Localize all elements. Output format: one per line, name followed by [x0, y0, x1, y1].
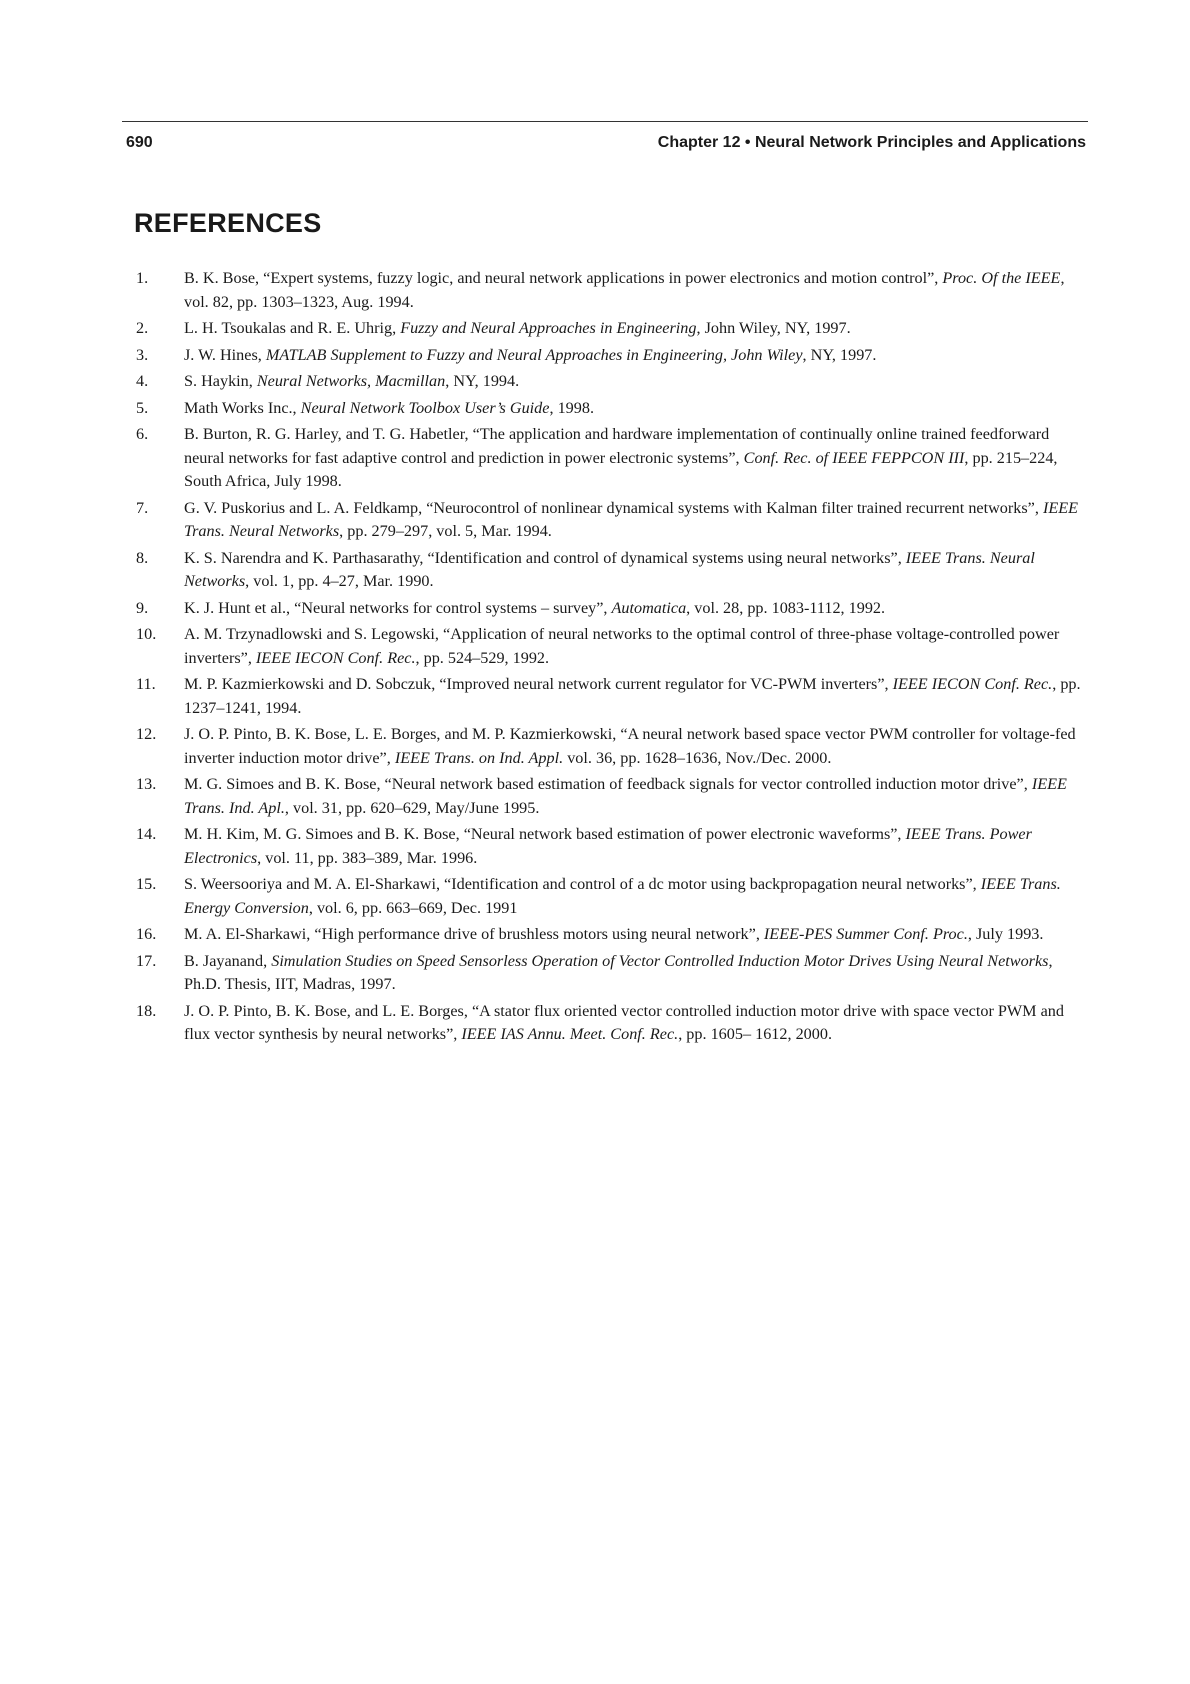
reference-text-segment: S. Weersooriya and M. A. El-Sharkawi, “Identification and control of a dc motor using backpropagation neural networks”, — [184, 875, 981, 893]
reference-item — [136, 950, 1090, 997]
reference-source-title: IEEE-PES Summer Conf. Proc. — [763, 925, 968, 943]
reference-item — [136, 673, 1090, 720]
reference-text-segment: B. K. Bose, “Expert systems, fuzzy logic, and neural network applications in power electronics and motion control”, — [184, 269, 943, 287]
reference-text — [184, 397, 1090, 421]
reference-text-segment: M. G. Simoes and B. K. Bose, “Neural network based estimation of feedback signals for vector controlled induction motor drive”, — [184, 775, 1032, 793]
reference-number: 2. — [136, 319, 149, 337]
reference-text-segment: S. Haykin, — [184, 372, 257, 390]
reference-text-segment: , pp. 1605– 1612, 2000. — [678, 1025, 832, 1043]
reference-text-segment: G. V. Puskorius and L. A. Feldkamp, “Neurocontrol of nonlinear dynamical systems with Kalman filter trained recurrent networks”, — [184, 498, 1043, 517]
reference-number: 17. — [136, 951, 157, 970]
reference-text-segment: , Ph.D. Thesis, IIT, Madras, 1997. — [184, 951, 1053, 993]
reference-text-segment: , pp. 279–297, vol. 5, Mar. 1994. — [339, 522, 552, 540]
reference-source-title: Neural Network Toolbox User’s Guide — [300, 398, 550, 417]
reference-text-segment: , vol. 1, pp. 4–27, Mar. 1990. — [245, 572, 434, 590]
reference-number: 11. — [136, 675, 156, 693]
reference-item — [136, 597, 1090, 621]
reference-number: 6. — [136, 425, 149, 443]
reference-list — [136, 267, 1090, 1050]
reference-source-title: Fuzzy and Neural Approaches in Engineering — [400, 319, 697, 337]
reference-number: 12. — [136, 725, 157, 743]
reference-number: 1. — [136, 269, 149, 287]
reference-number: 5. — [136, 398, 149, 417]
reference-number: 7. — [136, 498, 149, 517]
reference-source-title: IEEE Trans. Power Electronics — [184, 825, 1032, 867]
reference-item — [136, 1000, 1090, 1047]
reference-item — [136, 923, 1090, 947]
reference-item — [136, 423, 1090, 494]
reference-text-segment: Math Works Inc., — [184, 398, 301, 417]
page-number: 690 — [126, 134, 153, 151]
header-rule — [122, 121, 1088, 122]
reference-text — [184, 950, 1090, 997]
reference-item — [136, 547, 1090, 594]
reference-text — [184, 317, 1090, 341]
reference-text-segment: , vol. 82, pp. 1303–1323, Aug. 1994. — [184, 269, 1065, 311]
reference-number: 16. — [136, 925, 157, 943]
reference-source-title: IEEE IAS Annu. Meet. Conf. Rec. — [461, 1025, 679, 1043]
reference-number: 18. — [136, 1001, 157, 1020]
reference-source-title: IEEE Trans. Ind. Apl. — [184, 775, 1067, 817]
reference-text-segment: B. Burton, R. G. Harley, and T. G. Habetler, “The application and hardware implementation of continually online trained feedforward neural networks for fast adaptive control and prediction in power electronic systems”, — [184, 425, 1050, 467]
reference-text — [184, 823, 1090, 870]
reference-text-segment: K. J. Hunt et al., “Neural networks for control systems – survey”, — [184, 598, 612, 617]
reference-text-segment: M. P. Kazmierkowski and D. Sobczuk, “Improved neural network current regulator for VC-PWM inverters”, — [184, 675, 893, 693]
reference-text — [184, 423, 1090, 494]
reference-number: 14. — [136, 825, 157, 843]
reference-text — [184, 873, 1090, 920]
reference-number: 3. — [136, 345, 149, 364]
reference-text-segment: , 1998. — [549, 398, 594, 417]
reference-item — [136, 623, 1090, 670]
reference-text-segment: , NY, 1997. — [802, 345, 877, 364]
reference-number: 4. — [136, 372, 149, 390]
reference-text-segment: , vol. 11, pp. 383–389, Mar. 1996. — [257, 848, 478, 867]
reference-item — [136, 497, 1090, 544]
reference-item — [136, 344, 1090, 368]
reference-item — [136, 267, 1090, 314]
reference-number: 9. — [136, 598, 149, 617]
reference-text-segment: J. O. P. Pinto, B. K. Bose, and L. E. Borges, “A stator flux oriented vector controlled induction motor drive with space vector PWM and flux vector synthesis by neural networks”, — [184, 1001, 1064, 1043]
reference-text-segment: J. O. P. Pinto, B. K. Bose, L. E. Borges, and M. P. Kazmierkowski, “A neural network based space vector PWM controller for voltage-fed inverter induction motor drive”, — [184, 725, 1076, 767]
reference-item — [136, 723, 1090, 770]
reference-source-title: IEEE IECON Conf. Rec. — [255, 648, 416, 667]
reference-number: 13. — [136, 775, 157, 793]
reference-text-segment: M. A. El-Sharkawi, “High performance drive of brushless motors using neural network”, — [184, 925, 764, 943]
reference-source-title: MATLAB Supplement to Fuzzy and Neural Approaches in Engineering, John Wiley — [265, 345, 803, 364]
reference-source-title: IEEE Trans. Neural Networks — [184, 548, 1035, 590]
reference-source-title: Neural Networks, Macmillan — [256, 372, 446, 390]
reference-text — [184, 344, 1090, 368]
running-head: Chapter 12 • Neural Network Principles and Applications — [657, 134, 1086, 151]
reference-source-title: IEEE Trans. Neural Networks — [184, 498, 1079, 540]
reference-text — [184, 673, 1090, 720]
reference-text — [184, 923, 1090, 947]
section-title: REFERENCES — [134, 208, 322, 238]
reference-text-segment: K. S. Narendra and K. Parthasarathy, “Identification and control of dynamical systems using neural networks”, — [184, 548, 906, 567]
reference-text-segment: B. Jayanand, — [184, 951, 272, 970]
reference-text-segment: , July 1993. — [967, 925, 1044, 943]
reference-number: 15. — [136, 875, 157, 893]
reference-text-segment: , NY, 1994. — [445, 372, 520, 390]
reference-text — [184, 723, 1090, 770]
reference-text — [184, 547, 1090, 594]
reference-text-segment: L. H. Tsoukalas and R. E. Uhrig, — [184, 319, 401, 337]
reference-text-segment: A. M. Trzynadlowski and S. Legowski, “Application of neural networks to the optimal control of three-phase voltage-controlled power inverters”, — [184, 625, 1060, 667]
reference-text-segment: , John Wiley, NY, 1997. — [696, 319, 851, 337]
reference-text — [184, 597, 1090, 621]
reference-text — [184, 497, 1090, 544]
reference-source-title: IEEE Trans. on Ind. Appl. — [394, 748, 564, 767]
reference-text-segment: , pp. 215–224, South Africa, July 1998. — [184, 448, 1058, 490]
reference-number: 10. — [136, 625, 157, 643]
reference-item — [136, 317, 1090, 341]
reference-item — [136, 370, 1090, 394]
reference-source-title: Proc. Of the IEEE — [942, 269, 1061, 287]
reference-text — [184, 1000, 1090, 1047]
reference-number: 8. — [136, 548, 149, 567]
reference-item — [136, 873, 1090, 920]
reference-source-title: IEEE IECON Conf. Rec. — [892, 675, 1053, 693]
reference-source-title: Automatica — [611, 598, 687, 617]
reference-text-segment: vol. 36, pp. 1628–1636, Nov./Dec. 2000. — [563, 748, 832, 767]
reference-text-segment: , vol. 6, pp. 663–669, Dec. 1991 — [308, 898, 518, 917]
reference-source-title: IEEE Trans. Energy Conversion — [184, 875, 1061, 917]
reference-text-segment: , pp. 1237–1241, 1994. — [184, 675, 1081, 717]
reference-text-segment: , vol. 31, pp. 620–629, May/June 1995. — [284, 798, 540, 817]
reference-text — [184, 773, 1090, 820]
reference-text — [184, 370, 1090, 394]
reference-text — [184, 623, 1090, 670]
reference-source-title: Simulation Studies on Speed Sensorless Operation of Vector Controlled Induction Motor Drives Using Neural Networks — [271, 951, 1049, 970]
reference-text-segment: , pp. 524–529, 1992. — [415, 648, 550, 667]
reference-text-segment: M. H. Kim, M. G. Simoes and B. K. Bose, “Neural network based estimation of power electronic waveforms”, — [184, 825, 906, 843]
reference-text-segment: J. W. Hines, — [184, 345, 266, 364]
reference-text — [184, 267, 1090, 314]
reference-item — [136, 397, 1090, 421]
reference-item — [136, 823, 1090, 870]
reference-source-title: Conf. Rec. of IEEE FEPPCON III — [743, 448, 965, 467]
reference-text-segment: , vol. 28, pp. 1083-1112, 1992. — [686, 598, 886, 617]
reference-item — [136, 773, 1090, 820]
